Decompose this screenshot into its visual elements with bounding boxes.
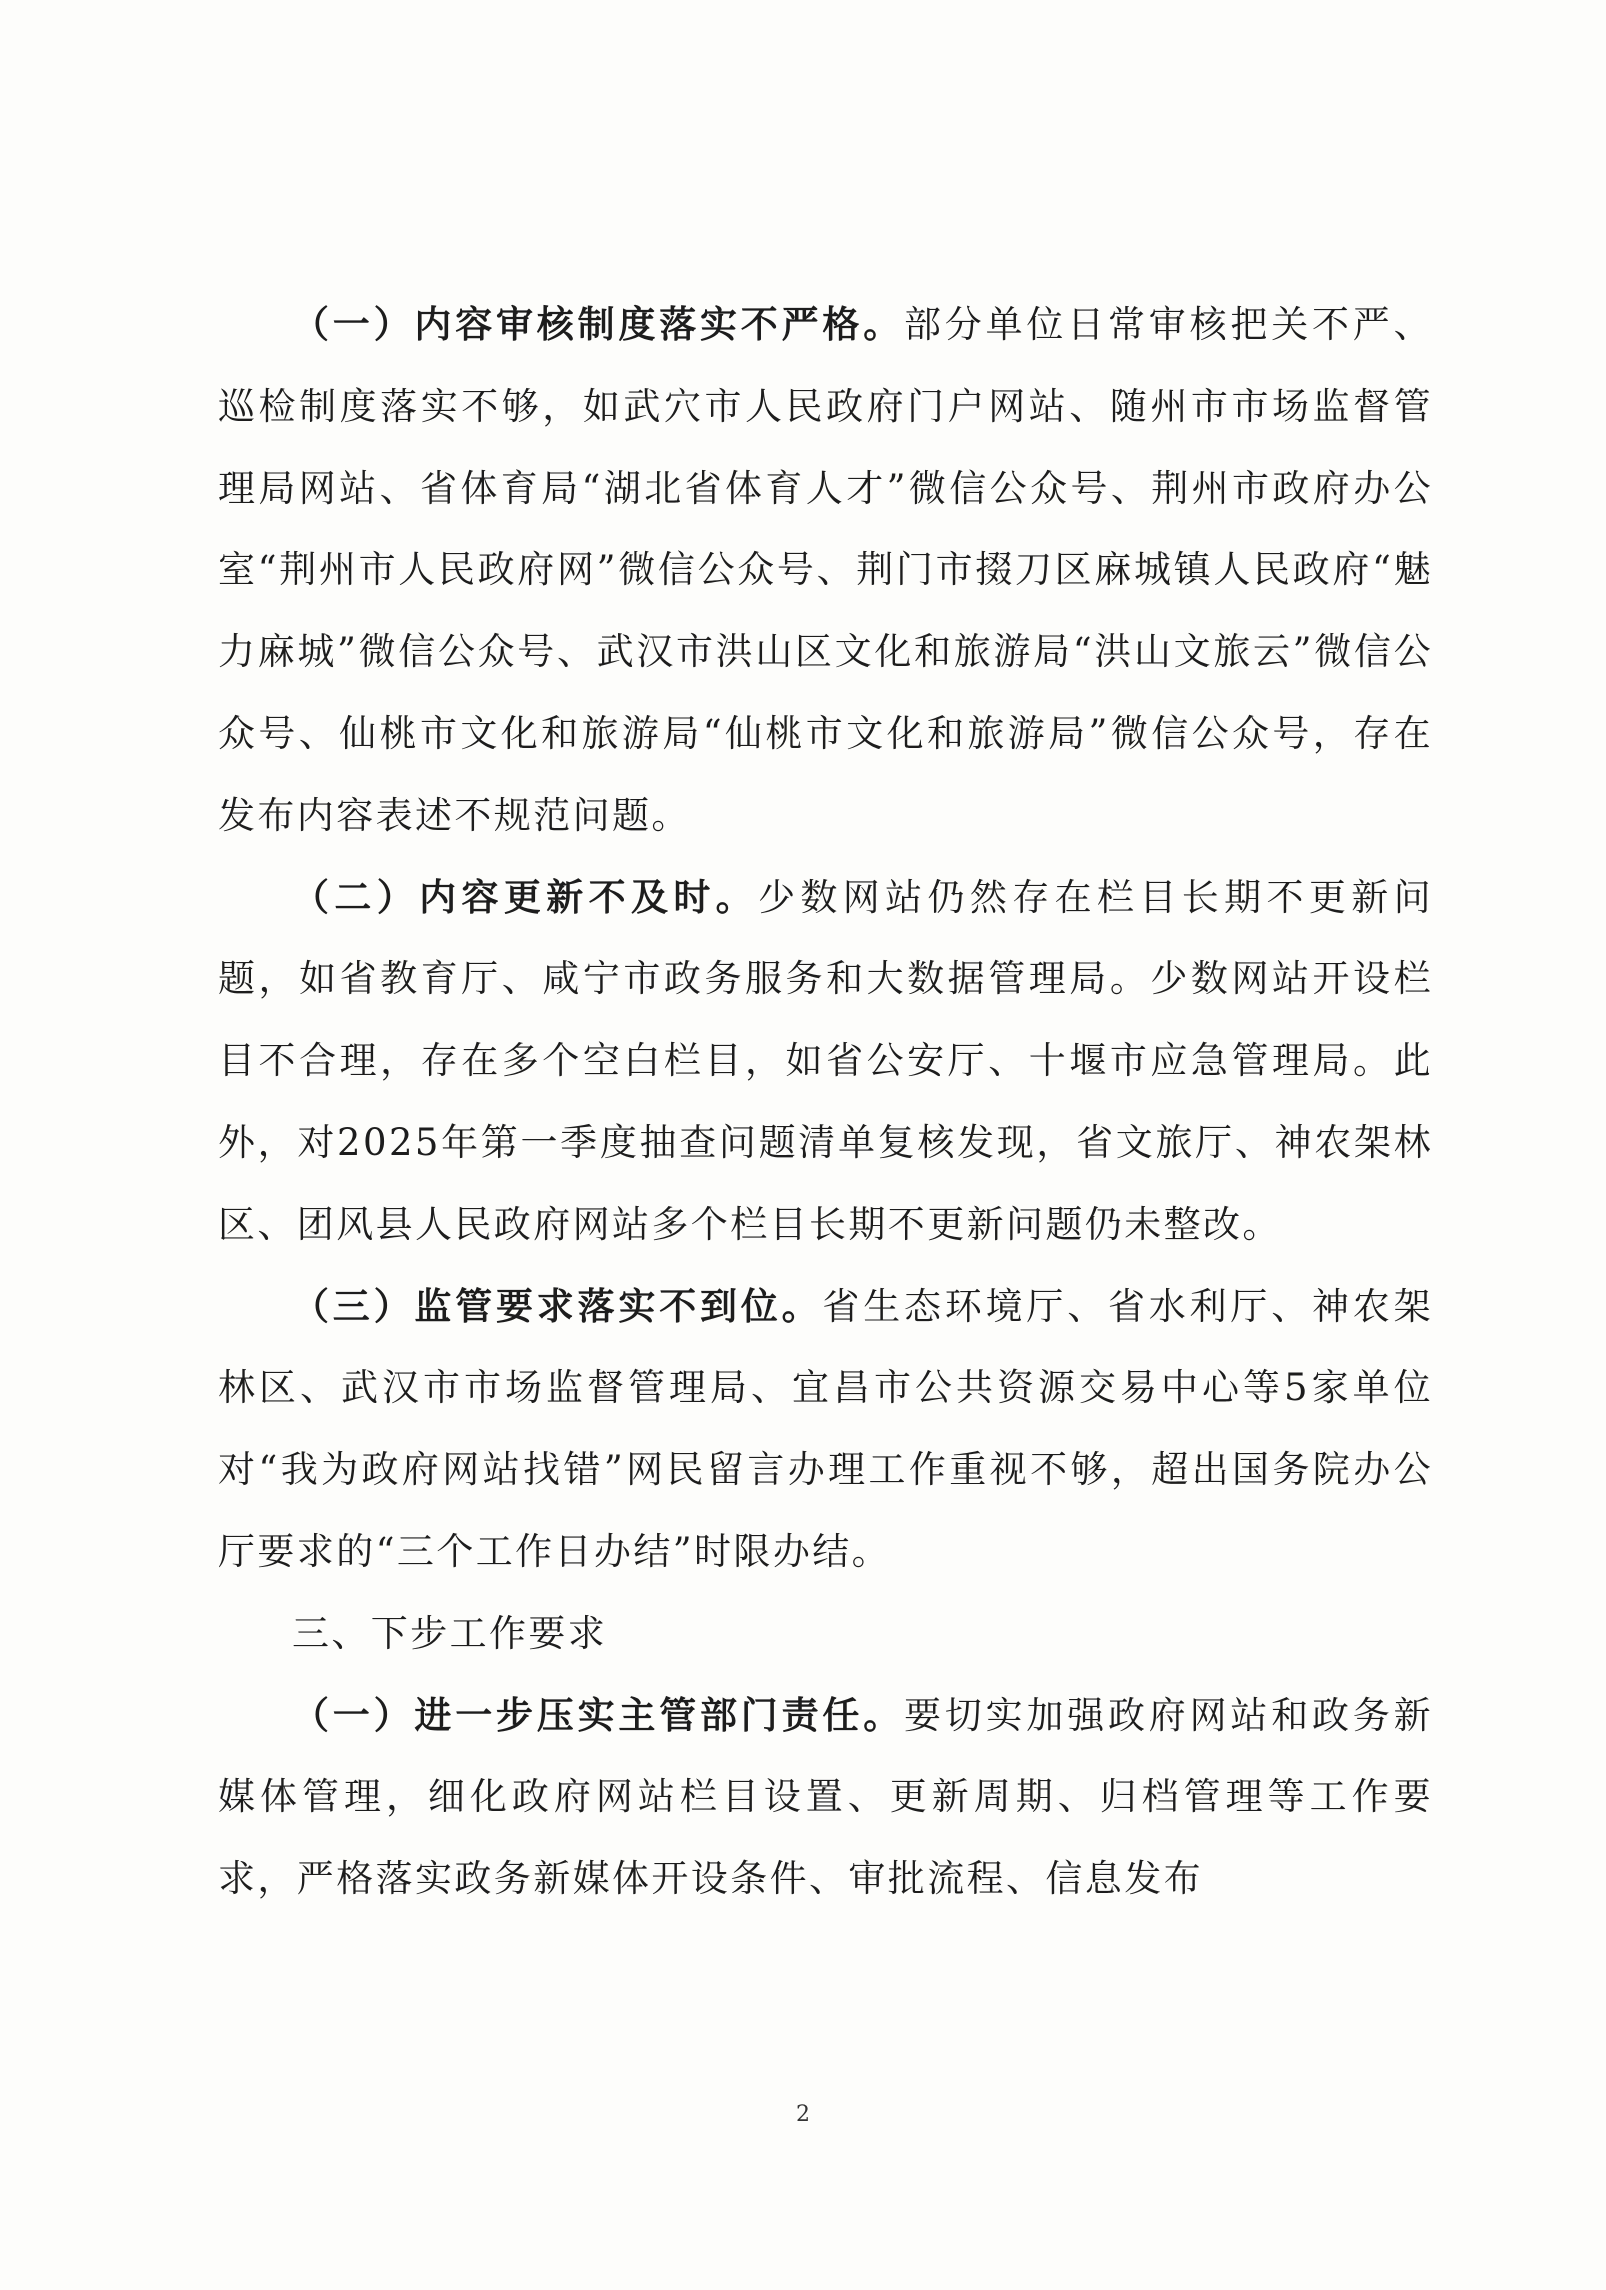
document-body [218, 284, 1433, 1920]
page-number: 2 [796, 2102, 810, 2127]
paragraph-lead: （三）监管要求落实不到位。 [292, 1283, 823, 1328]
paragraph-content-update [218, 857, 1433, 1266]
paragraph-text: 部分单位日常审核把关不严、巡检制度落实不够，如武穴市人民政府门户网站、随州市市场监督管理局网站、省体育局“湖北省体育人才”微信公众号、荆州市政府办公室“荆州市人民政府网”微信公众号、荆门市掇刀区麻城镇人民政府“魅力麻城”微信公众号、武汉市洪山区文化和旅游局“洪山文旅云”微信公众号、仙桃市文化和旅游局“仙桃市文化和旅游局”微信公众号，存在发布内容表述不规范问题。 [218, 303, 1433, 837]
section-heading: 三、下步工作要求 [292, 1611, 608, 1655]
paragraph-lead: （一）内容审核制度落实不严格。 [292, 302, 904, 346]
paragraph-text: 省生态环境厅、省水利厅、神农架林区、武汉市市场监督管理局、宜昌市公共资源交易中心等5家单位对“我为政府网站找错”网民留言办理工作重视不够，超出国务院办公厅要求的“三个工作日办结”时限办结。 [218, 1284, 1434, 1573]
paragraph-lead: （一）进一步压实主管部门责任。 [292, 1692, 904, 1737]
paragraph-supervision [218, 1266, 1433, 1593]
paragraph-lead: （二）内容更新不及时。 [292, 874, 759, 919]
paragraph-responsibility [218, 1675, 1433, 1920]
paragraph-text: 少数网站仍然存在栏目长期不更新问题，如省教育厅、咸宁市政务服务和大数据管理局。少数网站开设栏目不合理，存在多个空白栏目，如省公安厅、十堰市应急管理局。此外，对2025年第一季度抽查问题清单复核发现，省文旅厅、神农架林区、团风县人民政府网站多个栏目长期不更新问题仍未整改。 [218, 875, 1433, 1246]
paragraph-content-review [218, 284, 1433, 857]
paragraph-text: 要切实加强政府网站和政务新媒体管理，细化政府网站栏目设置、更新周期、归档管理等工作要求，严格落实政务新媒体开设条件、审批流程、信息发布 [218, 1693, 1433, 1901]
